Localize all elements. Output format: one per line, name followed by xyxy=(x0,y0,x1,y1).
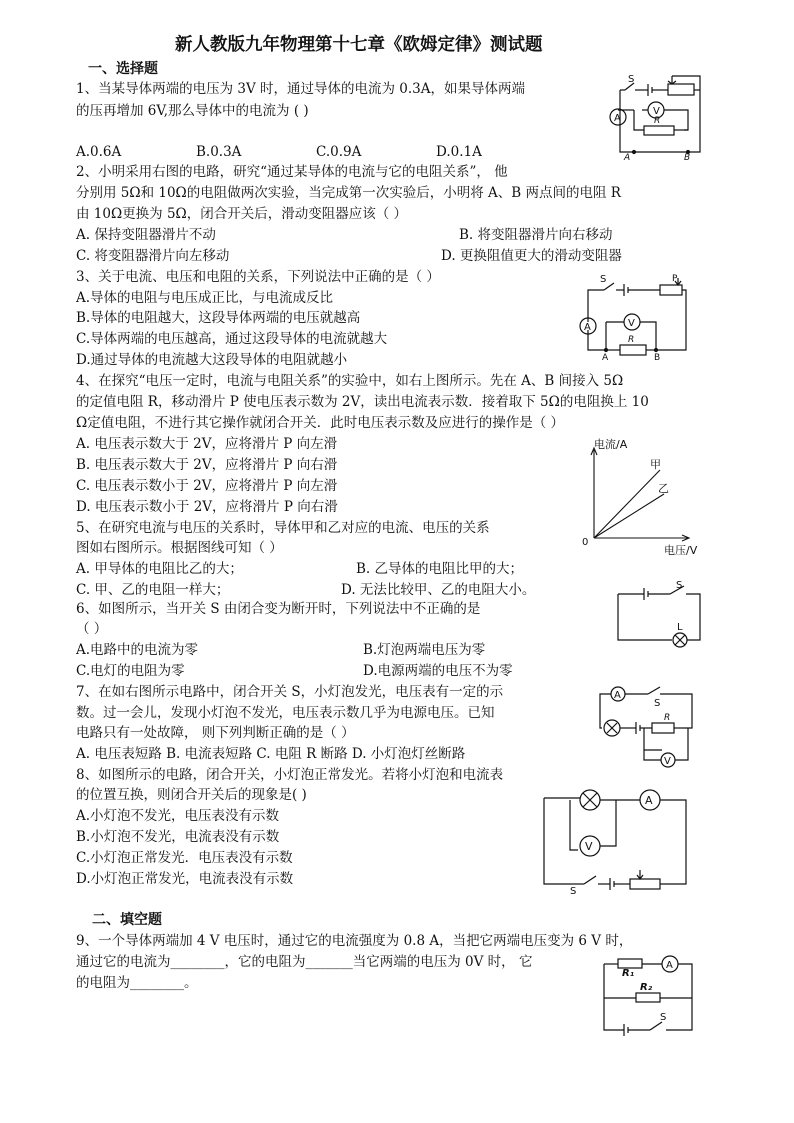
fig8-ammeter-label: A xyxy=(645,794,653,807)
q4-line2: 的定值电阻 R，移动滑片 P 使电压表示数为 2V，读出电流表示数．接着取下 5Ω的电阻换上 10 xyxy=(76,394,649,410)
q8-line2: 的位置互换，则闭合开关后的现象是( ) xyxy=(76,787,307,803)
graph-origin: 0 xyxy=(582,537,589,548)
fig1-switch-label: S xyxy=(628,74,635,85)
q6-option-d: D.电源两端的电压不为零 xyxy=(363,663,513,679)
q8-option-d: D.小灯泡正常发光，电流表没有示数 xyxy=(76,871,294,887)
q4-line1: 4、在探究“电压一定时，电流与电阻关系”的实验中，如右上图所示。先在 A、B 间接入 5Ω xyxy=(76,373,624,389)
fig1-point-a: A xyxy=(624,153,631,163)
q7-line2: 数。过一会儿，发现小灯泡不发光，电压表示数几乎为电源电压。已知 xyxy=(76,705,495,721)
q1-option-b: B.0.3A xyxy=(196,144,242,160)
q2-option-a: A. 保持变阻器滑片不动 xyxy=(76,227,216,243)
fig6-lamp-label: L xyxy=(677,622,683,633)
fig7-ammeter-label: A xyxy=(614,690,621,701)
fig7-switch-label: S xyxy=(654,698,661,709)
fig9-r2-label: R₂ xyxy=(640,982,653,993)
circuit-figure-q8 xyxy=(540,790,696,897)
q5-option-d: D. 无法比较甲、乙的电阻大小。 xyxy=(341,582,536,598)
circuit-figure-q7 xyxy=(596,682,700,776)
q7-line3: 电路只有一处故障， 则下列判断正确的是（ ） xyxy=(76,725,355,741)
fig2-point-a: A xyxy=(602,353,609,363)
q3-option-a: A.导体的电阻与电压成正比，与电流成反比 xyxy=(76,290,334,306)
fig1-point-b: B xyxy=(684,153,691,163)
q6-line2: （ ） xyxy=(76,621,108,637)
q2-line2: 分别用 5Ω和 10Ω的电阻做两次实验，当完成第一次实验后，小明将 A、B 两点间的电阻 R xyxy=(76,185,621,201)
fig7-voltmeter-label: V xyxy=(664,756,671,767)
q9-line1: 9、一个导体两端加 4 V 电压时，通过它的电流强度为 0.8 A，当把它两端电压变为 6 V 时， xyxy=(76,933,633,949)
q1-line2: 的压再增加 6V,那么导体中的电流为 ( ) xyxy=(76,103,309,119)
q4-option-a: A. 电压表示数大于 2V，应将滑片 P 向左滑 xyxy=(76,436,338,452)
q5-option-c: C. 甲、乙的电阻一样大； xyxy=(76,582,230,598)
fig2-slider-label: P xyxy=(672,274,678,284)
circuit-figure-q9 xyxy=(600,948,700,1040)
q8-option-b: B.小灯泡不发光，电流表没有示数 xyxy=(76,829,280,845)
fig2-resistor-label: R xyxy=(628,335,635,345)
section-fill-heading: 二、填空题 xyxy=(92,912,162,928)
q4-option-d: D. 电压表示数小于 2V，应将滑片 P 向右滑 xyxy=(76,499,338,515)
graph-ylabel: 电流/A xyxy=(594,438,628,451)
graph-xlabel: 电压/V xyxy=(664,544,698,557)
q8-option-c: C.小灯泡正常发光．电压表没有示数 xyxy=(76,850,293,866)
page-title: 新人教版九年物理第十七章《欧姆定律》测试题 xyxy=(175,35,543,55)
q4-option-b: B. 电压表示数大于 2V，应将滑片 P 向右滑 xyxy=(76,457,338,473)
fig9-switch-label: S xyxy=(660,1012,667,1023)
fig1-ammeter-label: A xyxy=(614,113,621,124)
graph-label-yi: 乙 xyxy=(658,482,669,495)
q4-line3: Ω定值电阻，不进行其它操作就闭合开关．此时电压表示数及应进行的操作是（ ） xyxy=(76,415,564,431)
circuit-figure-q4 xyxy=(576,270,696,362)
q3-option-c: C.导体两端的电压越高，通过这段导体的电流就越大 xyxy=(76,331,388,347)
q6-option-b: B.灯泡两端电压为零 xyxy=(363,642,486,658)
q2-option-b: B. 将变阻器滑片向右移动 xyxy=(459,227,613,243)
fig2-voltmeter-label: V xyxy=(628,318,635,329)
circuit-figure-q6 xyxy=(610,578,708,652)
q5-line1: 5、在研究电流与电压的关系时，导体甲和乙对应的电流、电压的关系 xyxy=(76,520,490,536)
q7-options: A. 电压表短路 B. 电流表短路 C. 电阻 R 断路 D. 小灯泡灯丝断路 xyxy=(76,746,466,762)
q1-option-d: D.0.1A xyxy=(436,144,482,160)
fig6-switch-label: S xyxy=(676,580,683,591)
fig8-voltmeter-label: V xyxy=(585,840,593,853)
q9-line2: 通过它的电流为________，它的电阻为_______当它两端的电压为 0V 时， 它 xyxy=(76,954,533,970)
line-jia xyxy=(594,470,660,538)
q1-line1: 1、当某导体两端的电压为 3V 时，通过导体的电流为 0.3A，如果导体两端 xyxy=(76,81,526,97)
fig1-voltmeter-label: V xyxy=(653,106,660,117)
q7-line1: 7、在如右图所示电路中，闭合开关 S，小灯泡发光，电压表有一定的示 xyxy=(76,684,504,700)
q6-option-a: A.电路中的电流为零 xyxy=(76,642,199,658)
q2-option-d: D. 更换阻值更大的滑动变阻器 xyxy=(441,248,622,264)
fig7-resistor-label: R xyxy=(664,713,671,723)
q5-option-b: B. 乙导体的电阻比甲的大； xyxy=(356,561,524,577)
fig2-ammeter-label: A xyxy=(584,322,591,333)
circuit-figure-q2 xyxy=(598,70,710,162)
fig2-switch-label: S xyxy=(600,274,607,285)
q3-option-d: D.通过导体的电流越大这段导体的电阻就越小 xyxy=(76,352,348,368)
q9-line3: 的电阻为________。 xyxy=(76,975,198,991)
section-choice-heading: 一、选择题 xyxy=(88,61,158,77)
q8-option-a: A.小灯泡不发光，电压表没有示数 xyxy=(76,808,280,824)
q2-line3: 由 10Ω更换为 5Ω，闭合开关后，滑动变阻器应该（ ） xyxy=(76,206,408,222)
q8-line1: 8、如图所示的电路，闭合开关，小灯泡正常发光。若将小灯泡和电流表 xyxy=(76,767,504,783)
fig2-point-b: B xyxy=(654,353,661,363)
q1-option-a: A.0.6A xyxy=(76,144,122,160)
q6-option-c: C.电灯的电阻为零 xyxy=(76,663,185,679)
q5-line2: 图如右图所示。根据图线可知（ ） xyxy=(76,540,283,556)
q6-line1: 6、如图所示，当开关 S 由闭合变为断开时，下列说法中不正确的是 xyxy=(76,601,481,617)
fig8-switch-label: S xyxy=(570,886,577,897)
q4-option-c: C. 电压表示数小于 2V，应将滑片 P 向左滑 xyxy=(76,478,338,494)
fig9-ammeter-label: A xyxy=(666,960,673,971)
q2-option-c: C. 将变阻器滑片向左移动 xyxy=(76,248,230,264)
q3-option-b: B.导体的电阻越大，这段导体两端的电压就越高 xyxy=(76,310,361,326)
q2-line1: 2、小明采用右图的电路，研究“通过某导体的电流与它的电阻关系”， 他 xyxy=(76,164,508,180)
line-yi xyxy=(594,494,664,538)
q5-option-a: A. 甲导体的电阻比乙的大； xyxy=(76,561,243,577)
iv-graph-q5 xyxy=(580,440,704,556)
graph-label-jia: 甲 xyxy=(650,458,661,471)
fig9-r1-label: R₁ xyxy=(622,968,635,979)
q3-line1: 3、关于电流、电压和电阻的关系，下列说法中正确的是（ ） xyxy=(76,269,440,285)
fig1-resistor-label: R xyxy=(654,116,661,126)
q1-option-c: C.0.9A xyxy=(316,144,362,160)
